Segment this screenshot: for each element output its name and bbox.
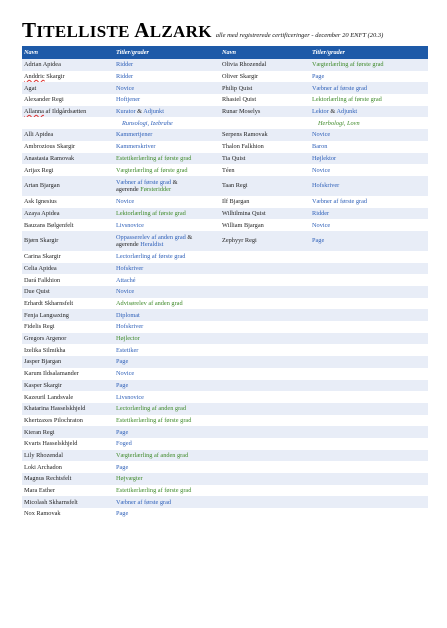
title-cell-1: Estetikerlærling af første grad [114, 485, 220, 497]
title-cell-1: Estetikerlærling af første grad [114, 153, 220, 165]
title-cell-1: Livsnovice [114, 219, 220, 231]
name-cell-1: Allanna af Ildgårdsætten [22, 106, 114, 118]
name-cell-1: Magnus Rechtsfelt [22, 473, 114, 485]
title-cell-1: Attaché [114, 274, 220, 286]
table-row [22, 153, 428, 165]
name-cell-1: Nox Ramovak [22, 508, 114, 520]
name-cell-1: Mara Esther [22, 485, 114, 497]
table-row [22, 485, 428, 497]
name-cell-2: Serpens Ramovak [220, 129, 310, 141]
title-cell-1 [114, 231, 220, 251]
title-cell-2 [310, 485, 428, 497]
title-cell-1: Kammerskriver [114, 141, 220, 153]
title-cell-2 [310, 496, 428, 508]
title-cell-1: Page [114, 356, 220, 368]
name-cell-2 [220, 496, 310, 508]
table-row [22, 426, 428, 438]
title-cell-1: Foged [114, 438, 220, 450]
name-cell-2 [220, 251, 310, 263]
name-cell-1: Lily Rhozendal [22, 450, 114, 462]
name-cell-2 [220, 415, 310, 427]
name-cell-1: Carina Skargir [22, 251, 114, 263]
table-row [22, 251, 428, 263]
name-cell-1: Khatarina Hasselskhjeld [22, 403, 114, 415]
table-row [22, 176, 428, 196]
table-row [22, 82, 428, 94]
name-cell-2 [220, 403, 310, 415]
table-row [22, 496, 428, 508]
title-cell-1: Estetikerlærling af første grad [114, 415, 220, 427]
name-cell-2 [220, 333, 310, 345]
name-cell-2 [220, 438, 310, 450]
table-row [22, 129, 428, 141]
title-cell-2 [310, 251, 428, 263]
name-cell-1: Celia Apidea [22, 263, 114, 275]
name-cell-1: Karum Ildsalamander [22, 368, 114, 380]
name-cell-2 [220, 426, 310, 438]
title-cell-2 [310, 321, 428, 333]
table-row [22, 231, 428, 251]
title-cell-2: Vægterlærling af første grad [310, 59, 428, 71]
title-cell-2 [310, 438, 428, 450]
table-row [22, 450, 428, 462]
table-row [22, 59, 428, 71]
title-cell-2: Herbologi, Lovn [310, 117, 428, 129]
title-cell-2 [310, 391, 428, 403]
table-row [22, 141, 428, 153]
title-cell-2 [310, 380, 428, 392]
title-cell-1: Lectorlærling af anden grad [114, 403, 220, 415]
title-cell-1: Runsologi, Izebrahe [114, 117, 220, 129]
title-cell-2 [310, 333, 428, 345]
name-cell-1: Kazeuril Landsvale [22, 391, 114, 403]
table-row [22, 94, 428, 106]
table-row [22, 274, 428, 286]
name-cell-2 [220, 508, 310, 520]
name-cell-2: Runar Moselys [220, 106, 310, 118]
title-cell-2 [310, 415, 428, 427]
title-cell-2: Novice [310, 219, 428, 231]
title-cell-1: Page [114, 508, 220, 520]
name-cell-2: Oliver Skargir [220, 71, 310, 83]
name-cell-1: Bauzans Bølgenfelt [22, 219, 114, 231]
title-text: Oppasserelev af anden grad [116, 233, 186, 241]
name-cell-1: Ambrozious Skargir [22, 141, 114, 153]
name-cell-2: Téen [220, 164, 310, 176]
name-cell-1: Alexander Regi [22, 94, 114, 106]
name-cell-2 [220, 117, 310, 129]
name-cell-2: Ilf Bjargan [220, 196, 310, 208]
title-cell-2: Højlektor [310, 153, 428, 165]
title-cell-2 [310, 461, 428, 473]
name-cell-2 [220, 356, 310, 368]
table-row [22, 403, 428, 415]
name-cell-1: Kvarts Hasselskhjeld [22, 438, 114, 450]
table-row [22, 164, 428, 176]
table-row [22, 286, 428, 298]
name-cell-2: Zephyyr Regi [220, 231, 310, 251]
title-cell-2 [310, 274, 428, 286]
title-cell-2: Væbner af første grad [310, 82, 428, 94]
name-cell-1: Ask Ignesius [22, 196, 114, 208]
title-cell-1: Page [114, 426, 220, 438]
name-cell-2: Tia Quist [220, 153, 310, 165]
title-text: Kurator [116, 108, 136, 116]
name-cell-1: Jasper Bjargan [22, 356, 114, 368]
ampersand: & [135, 108, 144, 116]
document-subtitle: alle med registrerede certificeringer - december 20 ENFT (20.3) [215, 32, 384, 39]
name-cell-1: Anastasia Ramovak [22, 153, 114, 165]
document-header [22, 18, 427, 42]
name-cell-2 [220, 473, 310, 485]
title-cell-2 [310, 356, 428, 368]
title-cell-1: Novice [114, 82, 220, 94]
table-row [22, 321, 428, 333]
title-cell-1: Væbner af første grad [114, 496, 220, 508]
document-title: TITELLISTE ALZARK [22, 18, 212, 42]
name-cell-2 [220, 380, 310, 392]
title-cell-2: Novice [310, 129, 428, 141]
title-text: Lektor [312, 108, 329, 116]
title-text: Væbner af første grad [116, 178, 172, 186]
title-text: agerende Heraldist [116, 240, 164, 248]
name-cell-2: Philip Quist [220, 82, 310, 94]
title-cell-1: Novice [114, 196, 220, 208]
title-cell-1 [114, 106, 220, 118]
name-cell-1: Dará Falkhion [22, 274, 114, 286]
name-cell-2 [220, 298, 310, 310]
name-cell-2 [220, 321, 310, 333]
title-text: Adjunkt [143, 108, 164, 116]
table-row [22, 461, 428, 473]
title-cell-1: Vægterlærling af anden grad [114, 450, 220, 462]
title-cell-2 [310, 344, 428, 356]
name-cell-1: Adrian Apidea [22, 59, 114, 71]
title-cell-1 [114, 176, 220, 196]
name-cell-2: Olivia Rhozendal [220, 59, 310, 71]
name-cell-1: Kieran Regi [22, 426, 114, 438]
title-cell-1: Hofskriver [114, 321, 220, 333]
title-cell-1: Lektorlærling af første grad [114, 208, 220, 220]
title-cell-1: Page [114, 461, 220, 473]
name-cell-1: Due Quist [22, 286, 114, 298]
table-row [22, 208, 428, 220]
table-row [22, 473, 428, 485]
title-cell-1: Page [114, 380, 220, 392]
column-header-name-1: Navn [22, 46, 114, 59]
name-cell-2 [220, 286, 310, 298]
name-cell-2: Wilhilmina Quist [220, 208, 310, 220]
title-cell-1: Estetiker [114, 344, 220, 356]
title-cell-2 [310, 450, 428, 462]
name-cell-2 [220, 485, 310, 497]
name-cell-2 [220, 309, 310, 321]
title-cell-2 [310, 263, 428, 275]
table-row [22, 117, 428, 129]
title-cell-2: Page [310, 71, 428, 83]
table-row [22, 263, 428, 275]
name-cell-1: Gregors Argenor [22, 333, 114, 345]
title-cell-1: Livsnovice [114, 391, 220, 403]
table-row [22, 106, 428, 118]
name-cell-1: Bjørn Skargir [22, 231, 114, 251]
name-cell-2: Rhasiel Quist [220, 94, 310, 106]
name-cell-1: Kasper Skargir [22, 380, 114, 392]
name-cell-1: Erhardt Skharnsfelt [22, 298, 114, 310]
title-cell-1: Lectorlærling af første grad [114, 251, 220, 263]
name-cell-2 [220, 368, 310, 380]
table-row [22, 391, 428, 403]
title-cell-1: Diplomat [114, 309, 220, 321]
title-cell-1: Vægterlærling af første grad [114, 164, 220, 176]
table-row [22, 380, 428, 392]
name-cell-2 [220, 344, 310, 356]
title-cell-2: Page [310, 231, 428, 251]
title-cell-2 [310, 368, 428, 380]
title-cell-2 [310, 426, 428, 438]
name-cell-2 [220, 391, 310, 403]
name-cell-1: Fidelis Regi [22, 321, 114, 333]
name-cell-2: Thalon Falkhion [220, 141, 310, 153]
title-cell-1: Kammertjener [114, 129, 220, 141]
name-cell-2 [220, 274, 310, 286]
table-row [22, 438, 428, 450]
column-header-titles-2: Titler/grader [310, 46, 428, 59]
title-cell-1: Højlector [114, 333, 220, 345]
title-cell-1: Novice [114, 286, 220, 298]
name-cell-2 [220, 450, 310, 462]
name-cell-1: Artan Bjargan [22, 176, 114, 196]
ampersand: & [171, 178, 178, 186]
name-cell-1: Izelika Silmikha [22, 344, 114, 356]
title-cell-2 [310, 473, 428, 485]
title-cell-2 [310, 286, 428, 298]
ampersand: & [185, 233, 193, 241]
name-cell-1: Fenja Langsaxing [22, 309, 114, 321]
table-row [22, 344, 428, 356]
name-cell-2: William Bjargan [220, 219, 310, 231]
table-row [22, 196, 428, 208]
table-row [22, 356, 428, 368]
table-row [22, 219, 428, 231]
title-cell-2: Ridder [310, 208, 428, 220]
table-header-row [22, 46, 428, 59]
title-cell-1: Hofskriver [114, 263, 220, 275]
name-cell-1: Micolash Skharnsfelt [22, 496, 114, 508]
column-header-titles-1: Titler/grader [114, 46, 220, 59]
table-row [22, 71, 428, 83]
title-cell-2 [310, 508, 428, 520]
title-cell-1: Novice [114, 368, 220, 380]
name-cell-1: Alli Apidea [22, 129, 114, 141]
name-cell-1: Anddric Skargir [22, 71, 114, 83]
title-table [22, 46, 428, 520]
name-cell-1: Azaya Apidea [22, 208, 114, 220]
title-cell-2 [310, 309, 428, 321]
name-cell-2 [220, 461, 310, 473]
title-cell-2 [310, 298, 428, 310]
name-cell-1: Arijax Regi [22, 164, 114, 176]
title-cell-2: Baron [310, 141, 428, 153]
title-cell-1: Højvægter [114, 473, 220, 485]
column-header-name-2: Navn [220, 46, 310, 59]
name-cell-1 [22, 117, 114, 129]
table-row [22, 508, 428, 520]
title-cell-1: Hoftjener [114, 94, 220, 106]
title-text: Adjunkt [336, 108, 358, 116]
table-row [22, 298, 428, 310]
name-cell-1: Khertzaxes Pilochraton [22, 415, 114, 427]
title-cell-1: Ridder [114, 71, 220, 83]
title-cell-1: Ridder [114, 59, 220, 71]
table-row [22, 415, 428, 427]
table-row [22, 309, 428, 321]
name-cell-1: Loki Archadon [22, 461, 114, 473]
name-cell-1: Agat [22, 82, 114, 94]
title-cell-2 [310, 106, 428, 118]
table-row [22, 333, 428, 345]
title-cell-1: Advisørelev af anden grad [114, 298, 220, 310]
ampersand: & [328, 108, 337, 116]
name-cell-2: Taan Regi [220, 176, 310, 196]
name-cell-2 [220, 263, 310, 275]
title-text: agerende Førsteridder [116, 185, 172, 193]
title-cell-2: Novice [310, 164, 428, 176]
title-cell-2: Lektorlærling af første grad [310, 94, 428, 106]
title-cell-2: Hofskriver [310, 176, 428, 196]
title-cell-2 [310, 403, 428, 415]
title-cell-2: Væbner af første grad [310, 196, 428, 208]
table-row [22, 368, 428, 380]
